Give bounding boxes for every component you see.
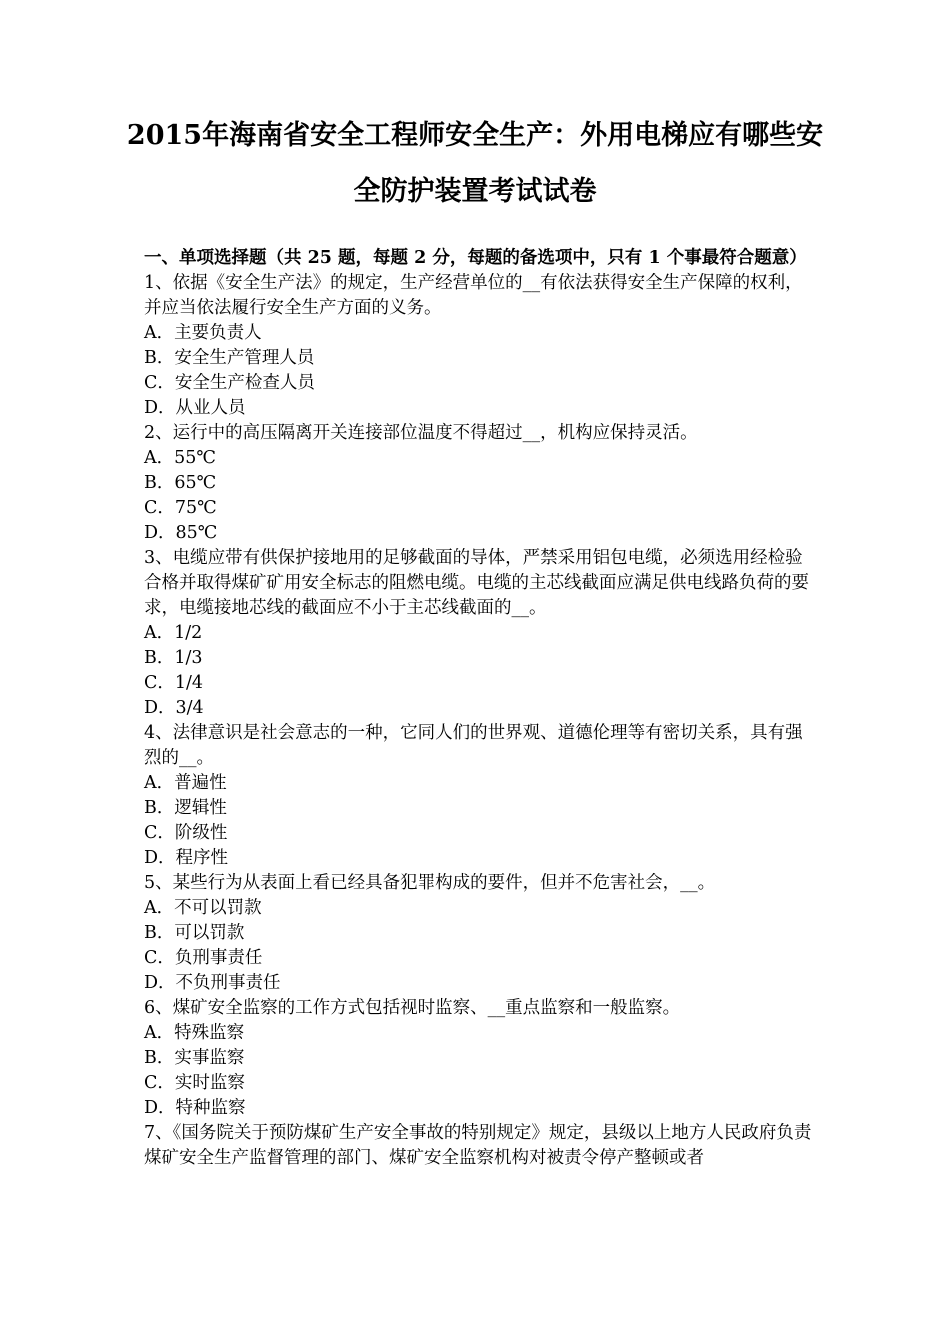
answer-option: C．安全生产检查人员 [144,373,315,393]
answer-option: C．实时监察 [144,1073,245,1093]
answer-option: D．85℃ [144,523,218,543]
answer-option: A．55℃ [144,448,216,468]
answer-option: C．阶级性 [144,823,228,843]
answer-option: B．逻辑性 [144,798,227,818]
answer-option: B．1/3 [144,648,203,668]
document-body [144,246,812,1171]
answer-option: A．特殊监察 [144,1023,245,1043]
question-text: 4、法律意识是社会意志的一种，它同人们的世界观、道德伦理等有密切关系，具有强烈的__。 [144,723,803,768]
question-list [144,271,812,1171]
question-text: 5、某些行为从表面上看已经具备犯罪构成的要件，但并不危害社会，__。 [144,873,716,893]
question-text: 6、煤矿安全监察的工作方式包括视时监察、__重点监察和一般监察。 [144,998,681,1018]
answer-option: D．不负刑事责任 [144,973,281,993]
answer-option: D．程序性 [144,848,229,868]
answer-option: B．实事监察 [144,1048,245,1068]
answer-option: D．3/4 [144,698,204,718]
answer-option: C．负刑事责任 [144,948,263,968]
section-heading: 一、单项选择题（共 25 题，每题 2 分，每题的备选项中，只有 1 个事最符合题意） [144,248,807,268]
answer-option: C．1/4 [144,673,204,693]
answer-option: A．普遍性 [144,773,227,793]
answer-option: A．主要负责人 [144,323,262,343]
answer-option: D．特种监察 [144,1098,246,1118]
answer-option: A．不可以罚款 [144,898,262,918]
answer-option: B．65℃ [144,473,217,493]
answer-option: C．75℃ [144,498,217,518]
question-text: 1、依据《安全生产法》的规定，生产经营单位的__有依法获得安全生产保障的权利，并应当依法履行安全生产方面的义务。 [144,273,803,318]
answer-option: A．1/2 [144,623,203,643]
answer-option: B．可以罚款 [144,923,245,943]
answer-option: B．安全生产管理人员 [144,348,315,368]
question-text: 2、运行中的高压隔离开关连接部位温度不得超过__，机构应保持灵活。 [144,423,698,443]
question-text: 7、《国务院关于预防煤矿生产安全事故的特别规定》规定，县级以上地方人民政府负责煤矿安全生产监督管理的部门、煤矿安全监察机构对被责令停产整顿或者 [144,1123,812,1168]
answer-option: D．从业人员 [144,398,246,418]
document-title-line-1: 2015年海南省安全工程师安全生产：外用电梯应有哪些安 [126,120,824,151]
question-text: 3、电缆应带有供保护接地用的足够截面的导体，严禁采用铝包电缆，必须选用经检验合格并取得煤矿矿用安全标志的阻燃电缆。电缆的主芯线截面应满足供电线路负荷的要求，电缆接地芯线的截面应不小于主芯线截面的__。 [144,548,809,618]
document-title-line-2: 全防护装置考试试卷 [353,176,597,207]
